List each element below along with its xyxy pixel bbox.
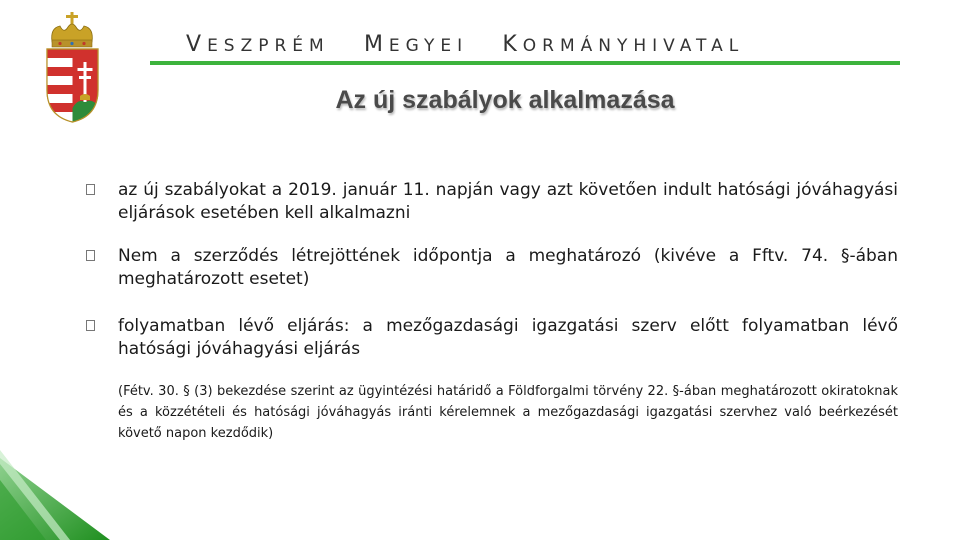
bullet-box-icon [86, 250, 95, 261]
agency-name-word-2: MEGYEI [363, 32, 469, 57]
agency-name [186, 32, 906, 57]
bullet-item [118, 245, 898, 291]
bullet-text: Nem a szerződés létrejöttének időpontja a meghatározó (kivéve a Fftv. 74. §-ában meghatározott esetet) [118, 246, 898, 289]
agency-name-word-1: VESZPRÉM [186, 32, 330, 57]
header-divider [150, 61, 900, 65]
bullet-box-icon [86, 320, 95, 331]
bullet-item [118, 315, 898, 361]
bullet-text: folyamatban lévő eljárás: a mezőgazdasági igazgatási szerv előtt folyamatban lévő hatósági jóváhagyási eljárás [118, 316, 898, 359]
slide-title: Az új szabályok alkalmazása [335, 86, 675, 114]
green-corner-swoosh-icon [0, 450, 110, 540]
bullet-list [118, 179, 898, 381]
bullet-text: az új szabályokat a 2019. január 11. napján vagy azt követően indult hatósági jóváhagyási eljárások esetében kell alkalmazni [118, 180, 898, 223]
bullet-box-icon [86, 184, 95, 195]
agency-name-word-3: KORMÁNYHIVATAL [502, 32, 745, 57]
bullet-item [118, 179, 898, 225]
legal-note: (Fétv. 30. § (3) bekezdése szerint az ügyintézési határidő a Földforgalmi törvény 22. §-ában meghatározott okiratoknak és a közzétételi és hatósági jóváhagyás iránti kérelemnek a mezőgazdasági igazgatási szervhez való beérkezését követő napon kezdődik) [118, 384, 898, 441]
